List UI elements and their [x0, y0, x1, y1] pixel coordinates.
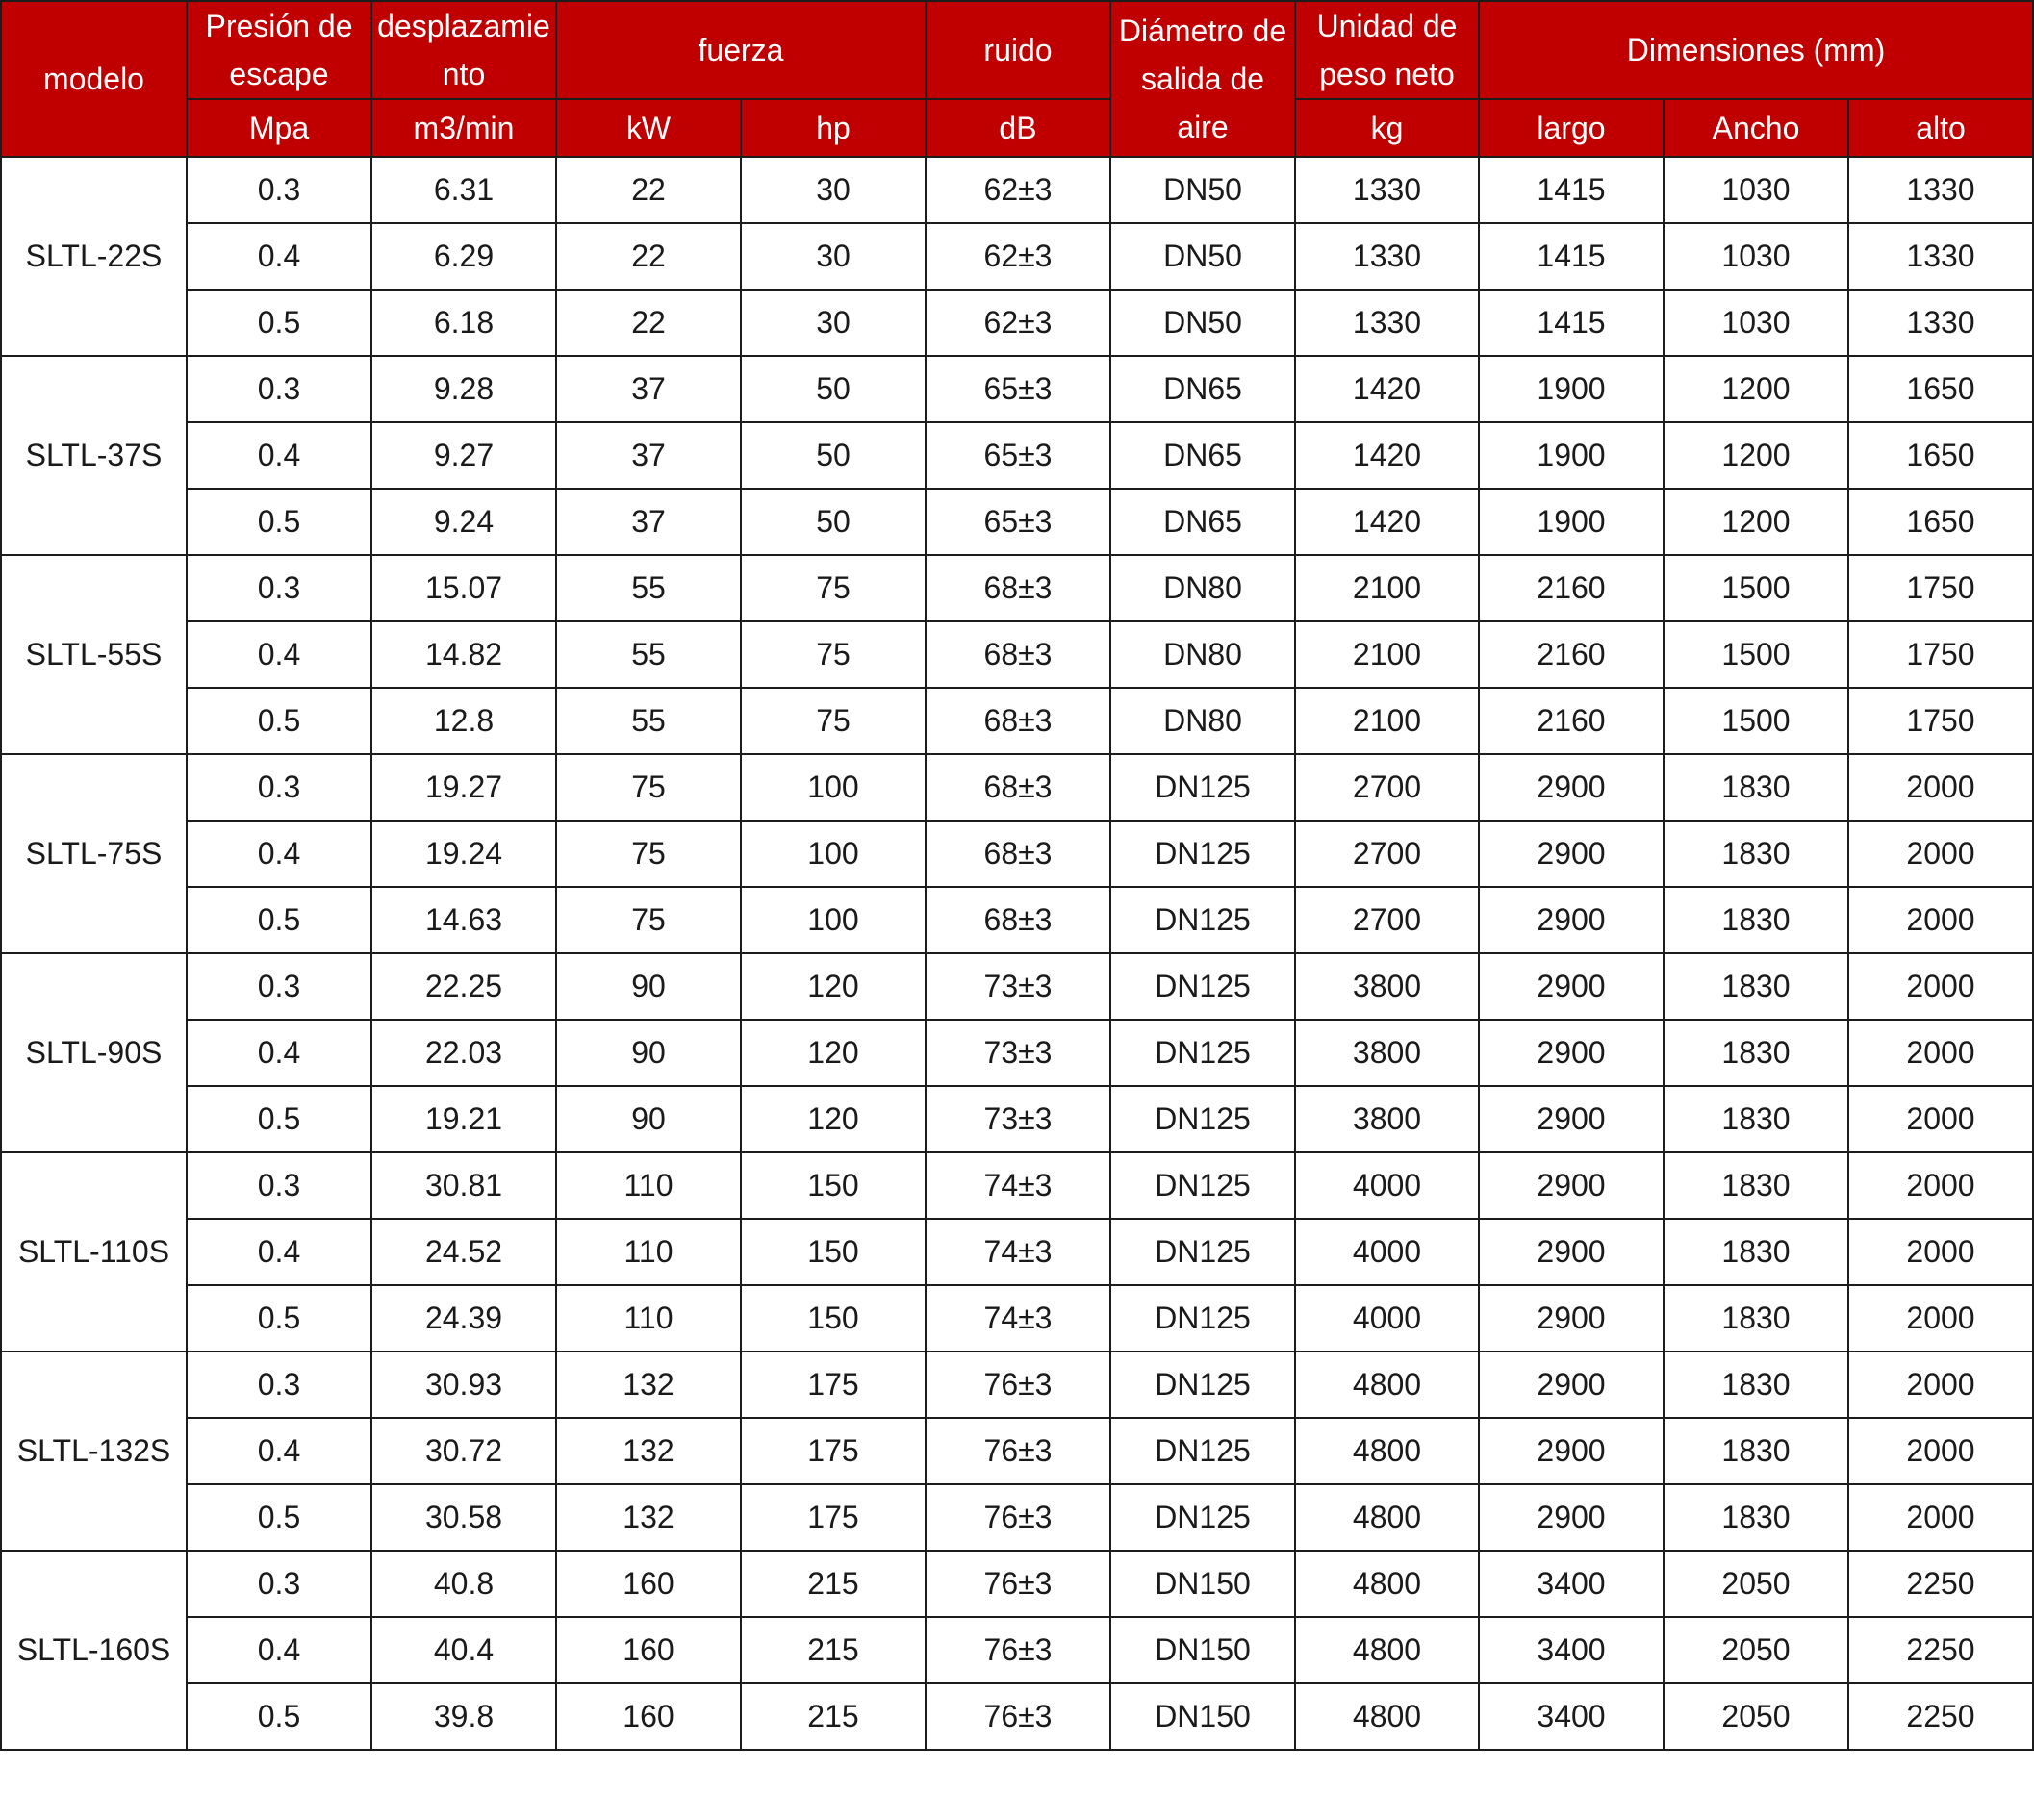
cell-diametro: DN125	[1110, 887, 1295, 953]
cell-hp: 120	[741, 953, 926, 1020]
cell-kw: 75	[556, 887, 741, 953]
cell-diametro: DN125	[1110, 1352, 1295, 1418]
table-row	[1, 621, 2033, 688]
cell-ancho: 1830	[1664, 821, 1848, 887]
cell-ancho: 1830	[1664, 1285, 1848, 1352]
cell-desplazamiento: 19.27	[371, 754, 556, 821]
cell-kw: 90	[556, 1020, 741, 1086]
cell-diametro: DN80	[1110, 688, 1295, 754]
cell-presion: 0.3	[187, 953, 371, 1020]
cell-hp: 30	[741, 157, 926, 223]
cell-largo: 2900	[1479, 1352, 1664, 1418]
cell-peso: 2100	[1295, 555, 1479, 621]
table-row	[1, 555, 2033, 621]
cell-desplazamiento: 40.4	[371, 1617, 556, 1683]
cell-peso: 3800	[1295, 953, 1479, 1020]
cell-ancho: 1830	[1664, 1418, 1848, 1484]
cell-alto: 1330	[1848, 157, 2033, 223]
cell-peso: 4000	[1295, 1285, 1479, 1352]
cell-presion: 0.4	[187, 1617, 371, 1683]
cell-diametro: DN50	[1110, 223, 1295, 290]
cell-alto: 1750	[1848, 555, 2033, 621]
cell-peso: 1330	[1295, 223, 1479, 290]
table-row	[1, 223, 2033, 290]
cell-presion: 0.5	[187, 489, 371, 555]
cell-desplazamiento: 9.28	[371, 356, 556, 422]
table-row	[1, 1617, 2033, 1683]
cell-kw: 110	[556, 1219, 741, 1285]
cell-desplazamiento: 6.29	[371, 223, 556, 290]
table-row	[1, 290, 2033, 356]
cell-ruido: 74±3	[926, 1285, 1110, 1352]
cell-kw: 160	[556, 1551, 741, 1617]
cell-kw: 22	[556, 223, 741, 290]
cell-presion: 0.3	[187, 555, 371, 621]
cell-peso: 1330	[1295, 157, 1479, 223]
cell-diametro: DN125	[1110, 953, 1295, 1020]
cell-ancho: 1830	[1664, 1020, 1848, 1086]
unit-largo: largo	[1479, 99, 1664, 157]
cell-hp: 175	[741, 1418, 926, 1484]
cell-desplazamiento: 6.31	[371, 157, 556, 223]
cell-ruido: 76±3	[926, 1352, 1110, 1418]
cell-kw: 22	[556, 290, 741, 356]
cell-ruido: 62±3	[926, 157, 1110, 223]
cell-hp: 150	[741, 1219, 926, 1285]
unit-alto: alto	[1848, 99, 2033, 157]
cell-largo: 2160	[1479, 621, 1664, 688]
cell-peso: 2700	[1295, 887, 1479, 953]
cell-presion: 0.3	[187, 754, 371, 821]
cell-kw: 132	[556, 1352, 741, 1418]
table-row	[1, 1020, 2033, 1086]
cell-desplazamiento: 12.8	[371, 688, 556, 754]
cell-alto: 1330	[1848, 223, 2033, 290]
cell-peso: 4800	[1295, 1418, 1479, 1484]
cell-desplazamiento: 30.81	[371, 1152, 556, 1219]
cell-alto: 2000	[1848, 1152, 2033, 1219]
cell-largo: 2900	[1479, 1086, 1664, 1152]
cell-ancho: 1030	[1664, 290, 1848, 356]
cell-presion: 0.4	[187, 223, 371, 290]
cell-alto: 2000	[1848, 1219, 2033, 1285]
table-body	[1, 157, 2033, 1750]
cell-ruido: 62±3	[926, 223, 1110, 290]
cell-alto: 1650	[1848, 422, 2033, 489]
cell-kw: 37	[556, 422, 741, 489]
cell-ruido: 62±3	[926, 290, 1110, 356]
cell-ruido: 68±3	[926, 754, 1110, 821]
cell-kw: 160	[556, 1683, 741, 1750]
cell-kw: 110	[556, 1285, 741, 1352]
cell-peso: 2700	[1295, 754, 1479, 821]
cell-alto: 2000	[1848, 1352, 2033, 1418]
cell-peso: 4800	[1295, 1617, 1479, 1683]
cell-ancho: 1500	[1664, 688, 1848, 754]
cell-peso: 4800	[1295, 1551, 1479, 1617]
cell-diametro: DN125	[1110, 1219, 1295, 1285]
cell-ruido: 65±3	[926, 489, 1110, 555]
cell-peso: 2100	[1295, 621, 1479, 688]
cell-presion: 0.4	[187, 422, 371, 489]
cell-diametro: DN150	[1110, 1551, 1295, 1617]
cell-desplazamiento: 39.8	[371, 1683, 556, 1750]
cell-alto: 2250	[1848, 1551, 2033, 1617]
table-row	[1, 356, 2033, 422]
cell-hp: 175	[741, 1352, 926, 1418]
cell-hp: 215	[741, 1683, 926, 1750]
cell-desplazamiento: 30.93	[371, 1352, 556, 1418]
unit-hp: hp	[741, 99, 926, 157]
cell-presion: 0.3	[187, 1551, 371, 1617]
cell-largo: 2900	[1479, 1484, 1664, 1551]
cell-largo: 1415	[1479, 223, 1664, 290]
cell-kw: 55	[556, 621, 741, 688]
cell-alto: 1650	[1848, 356, 2033, 422]
cell-diametro: DN50	[1110, 290, 1295, 356]
cell-peso: 1330	[1295, 290, 1479, 356]
cell-ancho: 1830	[1664, 1086, 1848, 1152]
cell-desplazamiento: 24.39	[371, 1285, 556, 1352]
cell-alto: 1750	[1848, 621, 2033, 688]
cell-ancho: 1200	[1664, 356, 1848, 422]
cell-desplazamiento: 14.82	[371, 621, 556, 688]
cell-ruido: 76±3	[926, 1683, 1110, 1750]
cell-largo: 2900	[1479, 1020, 1664, 1086]
cell-largo: 2900	[1479, 1219, 1664, 1285]
cell-presion: 0.3	[187, 1152, 371, 1219]
cell-alto: 1650	[1848, 489, 2033, 555]
cell-peso: 4800	[1295, 1352, 1479, 1418]
cell-presion: 0.3	[187, 157, 371, 223]
cell-presion: 0.4	[187, 1219, 371, 1285]
unit-desplazamiento: m3/min	[371, 99, 556, 157]
cell-presion: 0.3	[187, 356, 371, 422]
cell-ancho: 1200	[1664, 489, 1848, 555]
cell-hp: 215	[741, 1617, 926, 1683]
cell-hp: 100	[741, 821, 926, 887]
cell-peso: 4800	[1295, 1484, 1479, 1551]
cell-presion: 0.3	[187, 1352, 371, 1418]
cell-ancho: 1830	[1664, 1219, 1848, 1285]
cell-ruido: 76±3	[926, 1551, 1110, 1617]
cell-presion: 0.5	[187, 1086, 371, 1152]
header-row-units	[1, 99, 2033, 157]
cell-diametro: DN65	[1110, 489, 1295, 555]
table-row	[1, 821, 2033, 887]
cell-ruido: 65±3	[926, 422, 1110, 489]
table-row	[1, 1683, 2033, 1750]
cell-peso: 1420	[1295, 356, 1479, 422]
cell-hp: 50	[741, 489, 926, 555]
cell-ruido: 76±3	[926, 1617, 1110, 1683]
cell-largo: 2900	[1479, 953, 1664, 1020]
cell-ancho: 1200	[1664, 422, 1848, 489]
cell-peso: 3800	[1295, 1020, 1479, 1086]
cell-kw: 110	[556, 1152, 741, 1219]
cell-presion: 0.4	[187, 621, 371, 688]
cell-ruido: 68±3	[926, 821, 1110, 887]
table-row	[1, 1086, 2033, 1152]
cell-diametro: DN65	[1110, 422, 1295, 489]
cell-peso: 3800	[1295, 1086, 1479, 1152]
cell-diametro: DN125	[1110, 1152, 1295, 1219]
cell-diametro: DN80	[1110, 621, 1295, 688]
cell-desplazamiento: 15.07	[371, 555, 556, 621]
cell-ruido: 68±3	[926, 887, 1110, 953]
cell-hp: 150	[741, 1285, 926, 1352]
cell-ancho: 1030	[1664, 223, 1848, 290]
cell-diametro: DN125	[1110, 821, 1295, 887]
cell-alto: 2000	[1848, 953, 2033, 1020]
table-row	[1, 1551, 2033, 1617]
cell-desplazamiento: 6.18	[371, 290, 556, 356]
cell-diametro: DN125	[1110, 1285, 1295, 1352]
cell-diametro: DN50	[1110, 157, 1295, 223]
cell-largo: 2900	[1479, 1285, 1664, 1352]
cell-kw: 37	[556, 489, 741, 555]
cell-hp: 120	[741, 1020, 926, 1086]
cell-largo: 3400	[1479, 1617, 1664, 1683]
cell-hp: 50	[741, 356, 926, 422]
cell-alto: 2000	[1848, 1484, 2033, 1551]
cell-largo: 2900	[1479, 1418, 1664, 1484]
cell-hp: 50	[741, 422, 926, 489]
unit-ancho: Ancho	[1664, 99, 1848, 157]
table-row	[1, 1285, 2033, 1352]
cell-ruido: 65±3	[926, 356, 1110, 422]
table-row	[1, 1418, 2033, 1484]
cell-kw: 90	[556, 953, 741, 1020]
cell-ancho: 1500	[1664, 555, 1848, 621]
cell-desplazamiento: 30.58	[371, 1484, 556, 1551]
table-row	[1, 688, 2033, 754]
cell-hp: 150	[741, 1152, 926, 1219]
cell-hp: 75	[741, 621, 926, 688]
cell-alto: 2000	[1848, 1020, 2033, 1086]
cell-largo: 2160	[1479, 688, 1664, 754]
cell-hp: 30	[741, 223, 926, 290]
cell-hp: 175	[741, 1484, 926, 1551]
cell-peso: 2100	[1295, 688, 1479, 754]
header-peso: Unidad de peso neto	[1295, 1, 1479, 99]
cell-peso: 1420	[1295, 489, 1479, 555]
header-modelo: modelo	[1, 1, 187, 157]
cell-peso: 4000	[1295, 1152, 1479, 1219]
cell-presion: 0.5	[187, 688, 371, 754]
cell-ancho: 2050	[1664, 1617, 1848, 1683]
header-diametro: Diámetro de salida de aire	[1110, 1, 1295, 157]
cell-ruido: 76±3	[926, 1418, 1110, 1484]
cell-ancho: 1830	[1664, 754, 1848, 821]
cell-alto: 1750	[1848, 688, 2033, 754]
cell-ancho: 1830	[1664, 887, 1848, 953]
cell-largo: 2900	[1479, 887, 1664, 953]
cell-desplazamiento: 22.03	[371, 1020, 556, 1086]
cell-peso: 1420	[1295, 422, 1479, 489]
model-cell: SLTL-75S	[1, 754, 187, 953]
model-cell: SLTL-55S	[1, 555, 187, 754]
cell-ancho: 1500	[1664, 621, 1848, 688]
header-presion: Presión de escape	[187, 1, 371, 99]
cell-presion: 0.4	[187, 1418, 371, 1484]
cell-largo: 2900	[1479, 754, 1664, 821]
model-cell: SLTL-22S	[1, 157, 187, 356]
table-row	[1, 157, 2033, 223]
cell-largo: 2900	[1479, 821, 1664, 887]
model-cell: SLTL-90S	[1, 953, 187, 1152]
cell-ruido: 73±3	[926, 953, 1110, 1020]
cell-ancho: 1030	[1664, 157, 1848, 223]
cell-diametro: DN125	[1110, 1418, 1295, 1484]
unit-kw: kW	[556, 99, 741, 157]
cell-desplazamiento: 19.24	[371, 821, 556, 887]
cell-largo: 1900	[1479, 489, 1664, 555]
cell-ancho: 1830	[1664, 1484, 1848, 1551]
cell-ancho: 1830	[1664, 1352, 1848, 1418]
cell-desplazamiento: 19.21	[371, 1086, 556, 1152]
model-cell: SLTL-160S	[1, 1551, 187, 1750]
cell-diametro: DN125	[1110, 1484, 1295, 1551]
cell-alto: 2000	[1848, 1086, 2033, 1152]
model-cell: SLTL-110S	[1, 1152, 187, 1352]
table-row	[1, 953, 2033, 1020]
table-row	[1, 887, 2033, 953]
cell-ruido: 73±3	[926, 1020, 1110, 1086]
model-cell: SLTL-37S	[1, 356, 187, 555]
cell-ruido: 74±3	[926, 1219, 1110, 1285]
cell-largo: 1900	[1479, 422, 1664, 489]
table-row	[1, 1352, 2033, 1418]
cell-peso: 2700	[1295, 821, 1479, 887]
cell-diametro: DN125	[1110, 1086, 1295, 1152]
unit-ruido: dB	[926, 99, 1110, 157]
cell-peso: 4800	[1295, 1683, 1479, 1750]
header-fuerza: fuerza	[556, 1, 926, 99]
cell-alto: 2250	[1848, 1683, 2033, 1750]
cell-hp: 215	[741, 1551, 926, 1617]
cell-ancho: 2050	[1664, 1551, 1848, 1617]
cell-kw: 55	[556, 555, 741, 621]
cell-diametro: DN80	[1110, 555, 1295, 621]
cell-diametro: DN125	[1110, 1020, 1295, 1086]
cell-presion: 0.5	[187, 1285, 371, 1352]
cell-alto: 2000	[1848, 754, 2033, 821]
cell-presion: 0.5	[187, 1683, 371, 1750]
cell-alto: 2250	[1848, 1617, 2033, 1683]
table-row	[1, 754, 2033, 821]
cell-presion: 0.4	[187, 821, 371, 887]
cell-ruido: 73±3	[926, 1086, 1110, 1152]
cell-hp: 100	[741, 754, 926, 821]
cell-desplazamiento: 24.52	[371, 1219, 556, 1285]
cell-ancho: 1830	[1664, 953, 1848, 1020]
cell-alto: 2000	[1848, 1285, 2033, 1352]
cell-diametro: DN65	[1110, 356, 1295, 422]
cell-kw: 90	[556, 1086, 741, 1152]
cell-desplazamiento: 9.24	[371, 489, 556, 555]
header-desplazamiento: desplazamiento	[371, 1, 556, 99]
table-row	[1, 1152, 2033, 1219]
cell-presion: 0.5	[187, 290, 371, 356]
cell-ruido: 76±3	[926, 1484, 1110, 1551]
cell-kw: 55	[556, 688, 741, 754]
cell-kw: 75	[556, 821, 741, 887]
table-row	[1, 1484, 2033, 1551]
cell-diametro: DN150	[1110, 1683, 1295, 1750]
cell-kw: 132	[556, 1418, 741, 1484]
header-ruido: ruido	[926, 1, 1110, 99]
cell-desplazamiento: 22.25	[371, 953, 556, 1020]
cell-kw: 75	[556, 754, 741, 821]
cell-largo: 3400	[1479, 1683, 1664, 1750]
cell-hp: 30	[741, 290, 926, 356]
cell-presion: 0.4	[187, 1020, 371, 1086]
cell-desplazamiento: 30.72	[371, 1418, 556, 1484]
cell-desplazamiento: 40.8	[371, 1551, 556, 1617]
unit-presion: Mpa	[187, 99, 371, 157]
cell-alto: 2000	[1848, 821, 2033, 887]
model-cell: SLTL-132S	[1, 1352, 187, 1551]
unit-peso: kg	[1295, 99, 1479, 157]
cell-alto: 2000	[1848, 1418, 2033, 1484]
cell-diametro: DN125	[1110, 754, 1295, 821]
cell-alto: 1330	[1848, 290, 2033, 356]
cell-kw: 37	[556, 356, 741, 422]
table-row	[1, 422, 2033, 489]
cell-ruido: 68±3	[926, 688, 1110, 754]
cell-kw: 22	[556, 157, 741, 223]
cell-kw: 160	[556, 1617, 741, 1683]
cell-diametro: DN150	[1110, 1617, 1295, 1683]
cell-largo: 1415	[1479, 157, 1664, 223]
cell-ruido: 68±3	[926, 621, 1110, 688]
header-dimensiones: Dimensiones (mm)	[1479, 1, 2033, 99]
cell-alto: 2000	[1848, 887, 2033, 953]
cell-ruido: 74±3	[926, 1152, 1110, 1219]
cell-largo: 1900	[1479, 356, 1664, 422]
cell-ruido: 68±3	[926, 555, 1110, 621]
cell-desplazamiento: 14.63	[371, 887, 556, 953]
cell-largo: 2900	[1479, 1152, 1664, 1219]
table-row	[1, 1219, 2033, 1285]
header-row-labels	[1, 1, 2033, 99]
cell-presion: 0.5	[187, 1484, 371, 1551]
cell-largo: 1415	[1479, 290, 1664, 356]
cell-presion: 0.5	[187, 887, 371, 953]
cell-kw: 132	[556, 1484, 741, 1551]
table-header	[1, 1, 2033, 157]
cell-largo: 2160	[1479, 555, 1664, 621]
cell-desplazamiento: 9.27	[371, 422, 556, 489]
cell-peso: 4000	[1295, 1219, 1479, 1285]
cell-hp: 75	[741, 688, 926, 754]
table-row	[1, 489, 2033, 555]
cell-hp: 120	[741, 1086, 926, 1152]
cell-hp: 75	[741, 555, 926, 621]
cell-ancho: 1830	[1664, 1152, 1848, 1219]
cell-ancho: 2050	[1664, 1683, 1848, 1750]
cell-largo: 3400	[1479, 1551, 1664, 1617]
cell-hp: 100	[741, 887, 926, 953]
